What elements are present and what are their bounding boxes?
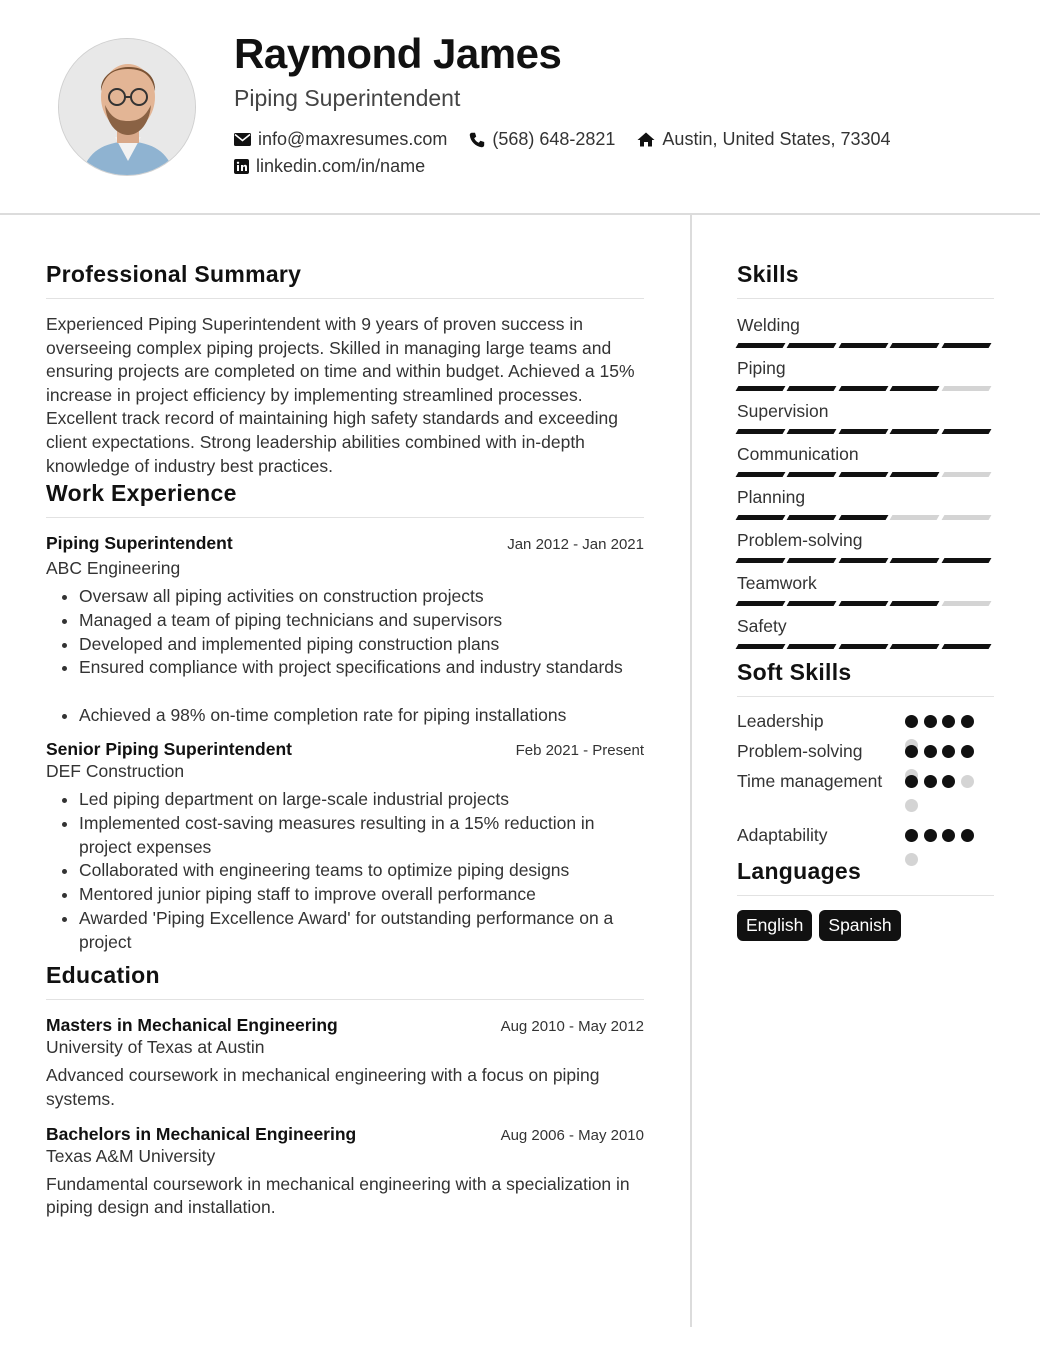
skill-level-segment <box>941 601 991 606</box>
skill-level-segment <box>941 644 991 649</box>
soft-skill-name: Adaptability <box>737 825 828 845</box>
list-item: • Developed and implemented piping construction plans <box>79 633 644 657</box>
skill-level-bar <box>737 515 994 520</box>
soft-skills-section <box>737 659 994 859</box>
education-description: Advanced coursework in mechanical engineering with a focus on piping systems. <box>46 1065 600 1109</box>
skill-name: Communication <box>737 444 859 464</box>
skill-level-segment <box>838 644 888 649</box>
location-text: Austin, United States, 73304 <box>662 129 891 149</box>
rating-dot <box>924 715 937 728</box>
skill-level-segment <box>736 558 786 563</box>
skill-level-segment <box>736 429 786 434</box>
skill-name: Planning <box>737 487 806 507</box>
skill-level-segment <box>838 558 888 563</box>
language-tag: English <box>737 910 812 941</box>
skill-level-segment <box>838 515 888 520</box>
school-name: Texas A&M University <box>46 1145 216 1166</box>
skill-level-segment <box>838 429 888 434</box>
skill-item <box>737 444 994 487</box>
rating-dot <box>905 715 918 728</box>
education-date: Aug 2010 - May 2012 <box>500 1018 644 1035</box>
language-tag: Spanish <box>819 910 900 941</box>
education-entry <box>46 1015 644 1112</box>
skill-level-bar <box>737 601 994 606</box>
skill-level-segment <box>838 386 888 391</box>
email-text: info@maxresumes.com <box>258 129 448 149</box>
skill-name: Problem-solving <box>737 530 863 550</box>
summary-heading: Professional Summary <box>46 261 302 287</box>
skill-level-segment <box>736 644 786 649</box>
skill-level-segment <box>787 601 837 606</box>
skill-item <box>737 616 994 652</box>
skill-name: Supervision <box>737 401 829 421</box>
languages-section <box>737 858 994 941</box>
rating-dot <box>942 745 955 758</box>
list-item: • Led piping department on large-scale industrial projects <box>79 788 644 812</box>
degree-title: Masters in Mechanical Engineering <box>46 1015 338 1035</box>
section-divider <box>737 895 994 896</box>
skill-level-segment <box>787 386 837 391</box>
skill-level-segment <box>787 644 837 649</box>
rating-dot <box>905 829 918 842</box>
skill-item <box>737 530 994 573</box>
list-item: • Managed a team of piping technicians and supervisors <box>79 609 644 633</box>
degree-title: Bachelors in Mechanical Engineering <box>46 1123 357 1144</box>
job-title: Piping Superintendent <box>46 533 233 553</box>
linkedin-icon <box>234 159 249 174</box>
skill-level-bar <box>737 644 994 649</box>
skill-level-segment <box>890 644 940 649</box>
skill-level-segment <box>941 343 991 348</box>
skill-level-bar <box>737 429 994 434</box>
soft-skill-name: Time management <box>737 771 883 791</box>
contact-linkedin[interactable] <box>234 156 425 177</box>
soft-skill-name: Leadership <box>737 711 824 731</box>
summary-section <box>46 261 644 478</box>
list-item: • Achieved a 98% on-time completion rate for piping installations <box>79 704 644 728</box>
education-date: Aug 2006 - May 2010 <box>500 1126 644 1144</box>
skill-level-bar <box>737 558 994 563</box>
skill-item <box>737 358 994 401</box>
candidate-title: Piping Superintendent <box>234 85 461 111</box>
skill-level-segment <box>941 558 991 563</box>
job-bullets <box>46 788 644 955</box>
section-divider <box>46 517 644 518</box>
section-divider <box>46 298 644 299</box>
skill-name: Piping <box>737 358 786 378</box>
rating-dot <box>905 745 918 758</box>
skill-level-segment <box>890 558 940 563</box>
skill-level-segment <box>787 343 837 348</box>
phone-text: (568) 648-2821 <box>492 129 616 149</box>
section-divider <box>737 298 994 299</box>
skills-heading: Skills <box>737 261 799 287</box>
linkedin-text: linkedin.com/in/name <box>256 156 426 176</box>
skill-level-segment <box>736 343 786 348</box>
list-item: • Oversaw all piping activities on construction projects <box>79 585 644 609</box>
rating-dot <box>942 715 955 728</box>
soft-skills-list <box>737 709 994 859</box>
skill-level-segment <box>890 386 940 391</box>
rating-dot <box>905 799 918 812</box>
contact-phone[interactable] <box>469 129 615 150</box>
rating-dot <box>961 829 974 842</box>
list-item: • Awarded 'Piping Excellence Award' for outstanding performance on a project <box>79 907 644 955</box>
job-entry <box>46 739 644 955</box>
experience-heading: Work Experience <box>46 480 237 506</box>
skill-name: Welding <box>737 315 800 335</box>
skill-name: Safety <box>737 616 787 636</box>
skill-level-segment <box>838 472 888 477</box>
contact-email[interactable] <box>234 129 447 150</box>
job-company: ABC Engineering <box>46 558 181 578</box>
skill-item <box>737 401 994 444</box>
skills-list <box>737 315 994 652</box>
soft-skills-heading: Soft Skills <box>737 659 852 685</box>
school-name: University of Texas at Austin <box>46 1037 265 1057</box>
job-bullets <box>46 585 644 728</box>
experience-section <box>46 480 644 955</box>
skill-level-segment <box>890 515 940 520</box>
skill-item <box>737 487 994 530</box>
skill-level-segment <box>787 558 837 563</box>
rating-dot <box>942 829 955 842</box>
resume-header <box>0 0 1040 215</box>
rating-dot <box>961 715 974 728</box>
phone-icon <box>469 132 485 148</box>
section-divider <box>46 999 644 1000</box>
education-description: Fundamental coursework in mechanical engineering with a specialization in piping design and installation. <box>46 1173 630 1218</box>
contact-row <box>234 129 913 150</box>
soft-skill-rating <box>905 775 980 823</box>
skill-level-segment <box>890 601 940 606</box>
rating-dot <box>924 775 937 788</box>
skill-level-segment <box>890 472 940 477</box>
skill-level-segment <box>941 515 991 520</box>
languages-list <box>737 910 994 941</box>
skill-level-segment <box>787 472 837 477</box>
job-company: DEF Construction <box>46 760 185 781</box>
list-item: • Collaborated with engineering teams to optimize piping designs <box>79 859 644 883</box>
skill-level-segment <box>838 343 888 348</box>
skill-level-segment <box>736 601 786 606</box>
candidate-name: Raymond James <box>234 30 562 77</box>
column-divider <box>690 215 692 1327</box>
skill-level-segment <box>890 343 940 348</box>
contact-row-2 <box>234 156 447 177</box>
skill-level-segment <box>941 429 991 434</box>
summary-text: Experienced Piping Superintendent with 9 years of proven success in overseeing complex piping projects. Skilled in managing large teams and ensuring projects are completed on time and within budget. Achieved a 15% increase in project efficiency by implementing streamlined processes. Excellent track record of maintaining high safety standards and exceeding client expectations. Strong leadership abilities combined with in-depth knowledge of industry best practices. <box>46 314 635 476</box>
skill-level-segment <box>736 515 786 520</box>
education-section <box>46 962 644 1220</box>
job-date: Feb 2021 - Present <box>515 741 644 759</box>
skill-level-segment <box>890 429 940 434</box>
person-portrait-icon <box>59 39 196 176</box>
skill-level-segment <box>838 601 888 606</box>
skill-level-segment <box>787 429 837 434</box>
job-date: Jan 2012 - Jan 2021 <box>507 536 644 553</box>
soft-skill-name: Problem-solving <box>737 741 863 761</box>
envelope-icon <box>234 133 251 146</box>
education-heading: Education <box>46 962 160 988</box>
skill-level-segment <box>941 472 991 477</box>
list-item: • Ensured compliance with project specifications and industry standards <box>79 656 644 680</box>
skill-level-segment <box>736 386 786 391</box>
rating-dot <box>942 775 955 788</box>
profile-photo <box>58 38 196 176</box>
job-entry <box>46 533 644 728</box>
languages-heading: Languages <box>737 858 862 884</box>
skill-level-segment <box>787 515 837 520</box>
rating-dot <box>924 829 937 842</box>
rating-dot <box>961 745 974 758</box>
list-item: • Mentored junior piping staff to improve overall performance <box>79 883 644 907</box>
rating-dot <box>924 745 937 758</box>
list-item: • Implemented cost-saving measures resulting in a 15% reduction in project expenses <box>79 812 644 860</box>
rating-dot <box>905 775 918 788</box>
skill-item <box>737 315 994 358</box>
skill-item <box>737 573 994 616</box>
skill-level-segment <box>941 386 991 391</box>
rating-dot <box>961 775 974 788</box>
skill-level-bar <box>737 386 994 391</box>
skill-level-bar <box>737 343 994 348</box>
home-icon <box>637 132 655 147</box>
section-divider <box>737 696 994 697</box>
contact-location <box>637 129 890 150</box>
skill-level-bar <box>737 472 994 477</box>
education-entry <box>46 1124 644 1221</box>
skills-section <box>737 261 994 652</box>
skill-level-segment <box>736 472 786 477</box>
skill-name: Teamwork <box>737 573 817 593</box>
job-title: Senior Piping Superintendent <box>46 738 292 759</box>
